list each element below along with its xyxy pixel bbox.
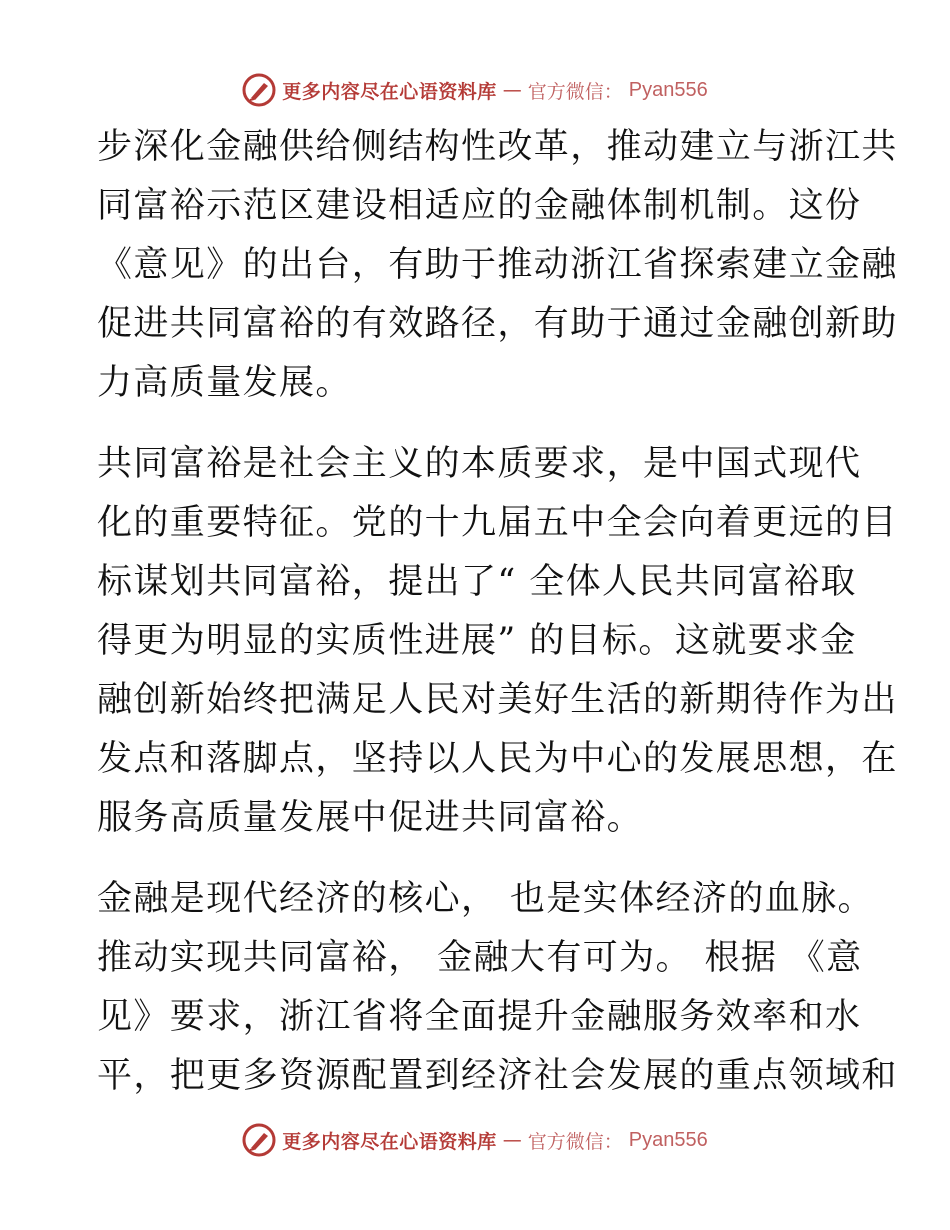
text-line: 标谋划共同富裕，提出了“ 全体人民共同富裕取 (97, 562, 857, 602)
quill-pen-logo-icon (242, 1123, 276, 1157)
text-line: 力高质量发展。 (97, 363, 352, 403)
watermark-wechat-id: Pyan556 (628, 78, 708, 101)
document-body (97, 118, 898, 1106)
watermark-dash: — (502, 1129, 522, 1151)
text-line: 得更为明显的实质性进展” 的目标。这就要求金 (97, 621, 857, 661)
quill-pen-logo-icon (242, 73, 276, 107)
paragraph-2 (97, 435, 898, 848)
watermark-dash: — (502, 79, 522, 101)
watermark-wechat-label: 官方微信： (527, 80, 623, 103)
text-line: 见》要求，浙江省将全面提升金融服务效率和水 (97, 997, 862, 1037)
watermark-brand-text: 更多内容尽在心语资料库 (282, 1130, 497, 1153)
text-line: 化的重要特征。党的十九届五中全会向着更远的目 (97, 503, 898, 543)
text-line: 发点和落脚点，坚持以人民为中心的发展思想，在 (97, 739, 898, 779)
footer-watermark (0, 1120, 950, 1160)
watermark-wechat-id: Pyan556 (628, 1128, 708, 1151)
text-line: 《意见》的出台，有助于推动浙江省探索建立金融 (97, 245, 898, 285)
text-line: 金融是现代经济的核心， 也是实体经济的血脉。 (97, 879, 874, 919)
text-line: 促进共同富裕的有效路径，有助于通过金融创新助 (97, 304, 898, 344)
watermark-wechat-label: 官方微信： (527, 1130, 623, 1153)
header-watermark (0, 70, 950, 110)
paragraph-1 (97, 118, 898, 413)
text-line: 同富裕示范区建设相适应的金融体制机制。这份 (97, 186, 862, 226)
text-line: 共同富裕是社会主义的本质要求，是中国式现代 (97, 444, 862, 484)
text-line: 融创新始终把满足人民对美好生活的新期待作为出 (97, 680, 898, 720)
text-line: 服务高质量发展中促进共同富裕。 (97, 798, 644, 838)
watermark-brand-text: 更多内容尽在心语资料库 (282, 80, 497, 103)
paragraph-3 (97, 870, 898, 1106)
text-line: 推动实现共同富裕， 金融大有可为。 根据 《意 (97, 938, 863, 978)
text-line: 平，把更多资源配置到经济社会发展的重点领域和 (97, 1056, 898, 1096)
text-line: 步深化金融供给侧结构性改革，推动建立与浙江共 (97, 127, 898, 167)
